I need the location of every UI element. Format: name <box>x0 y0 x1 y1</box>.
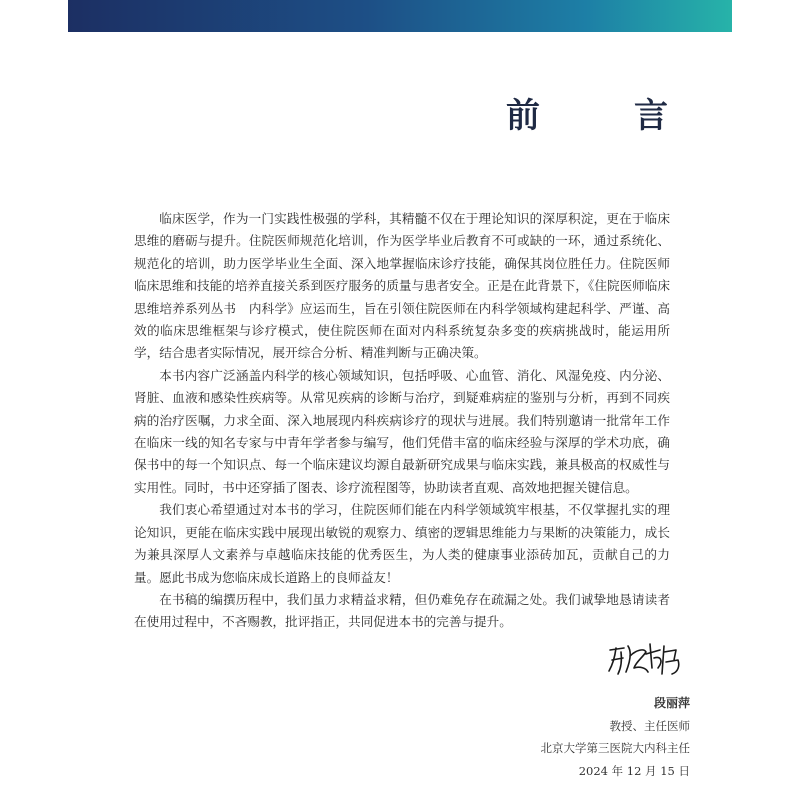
paragraph-2: 本书内容广泛涵盖内科学的核心领域知识，包括呼吸、心血管、消化、风湿免疫、内分泌、肾脏、血液和感染性疾病等。从常见疾病的诊断与治疗，到疑难病症的鉴别与分析，再到不同疾病的治疗医嘱，力求全面、深入地展现内科疾病诊疗的现状与进展。我们特别邀请一批常年工作在临床一线的知名专家与中青年学者参与编写，他们凭借丰富的临床经验与深厚的学术功底，确保书中的每一个知识点、每一个临床建议均源自最新研究成果与临床实践，兼具极高的权威性与实用性。同时，书中还穿插了图表、诊疗流程图等，协助读者直观、高效地把握关键信息。 <box>134 367 670 495</box>
handwritten-signature <box>606 638 686 680</box>
paragraph-1: 临床医学，作为一门实践性极强的学科，其精髓不仅在于理论知识的深厚积淀，更在于临床思维的磨砺与提升。住院医师规范化培训，作为医学毕业后教育不可或缺的一环，通过系统化、规范化的培训，助力医学毕业生全面、深入地掌握临床诊疗技能，确保其岗位胜任力。住院医师临床思维和技能的培养直接关系到医疗服务的质量与患者安全。正是在此背景下，《住院医师临床思维培养系列丛书 内科学》应运而生，旨在引领住院医师在内科学领域构建起科学、严谨、高效的临床思维框架与诊疗模式，使住院医师在面对内科系统复杂多变的疾病挑战时，能运用所学，结合患者实际情况，展开综合分析、精准判断与正确决策。 <box>134 211 670 361</box>
author-name: 段丽萍 <box>653 696 690 710</box>
author-signature-block <box>541 692 691 782</box>
paragraph-3: 我们衷心希望通过对本书的学习，住院医师们能在内科学领域筑牢根基，不仅掌握扎实的理论知识，更能在临床实践中展现出敏锐的观察力、缜密的逻辑思维能力与果断的决策能力，成长为兼具深厚人文素养与卓越临床技能的优秀医生，为人类的健康事业添砖加瓦，贡献自己的力量。愿此书成为您临床成长道路上的良师益友！ <box>134 502 670 585</box>
author-date: 2024 年 12 月 15 日 <box>578 763 690 778</box>
paragraph-4: 在书稿的编撰历程中，我们虽力求精益求精，但仍难免存在疏漏之处。我们诚挚地恳请读者在使用过程中，不吝赐教，批评指正，共同促进本书的完善与提升。 <box>134 591 670 630</box>
page-title: 前 言 <box>506 96 698 136</box>
author-affiliation: 北京大学第三医院大内科主任 <box>540 741 690 756</box>
preface-body <box>134 208 670 634</box>
author-title: 教授、主任医师 <box>609 718 690 733</box>
header-color-band <box>68 0 732 32</box>
